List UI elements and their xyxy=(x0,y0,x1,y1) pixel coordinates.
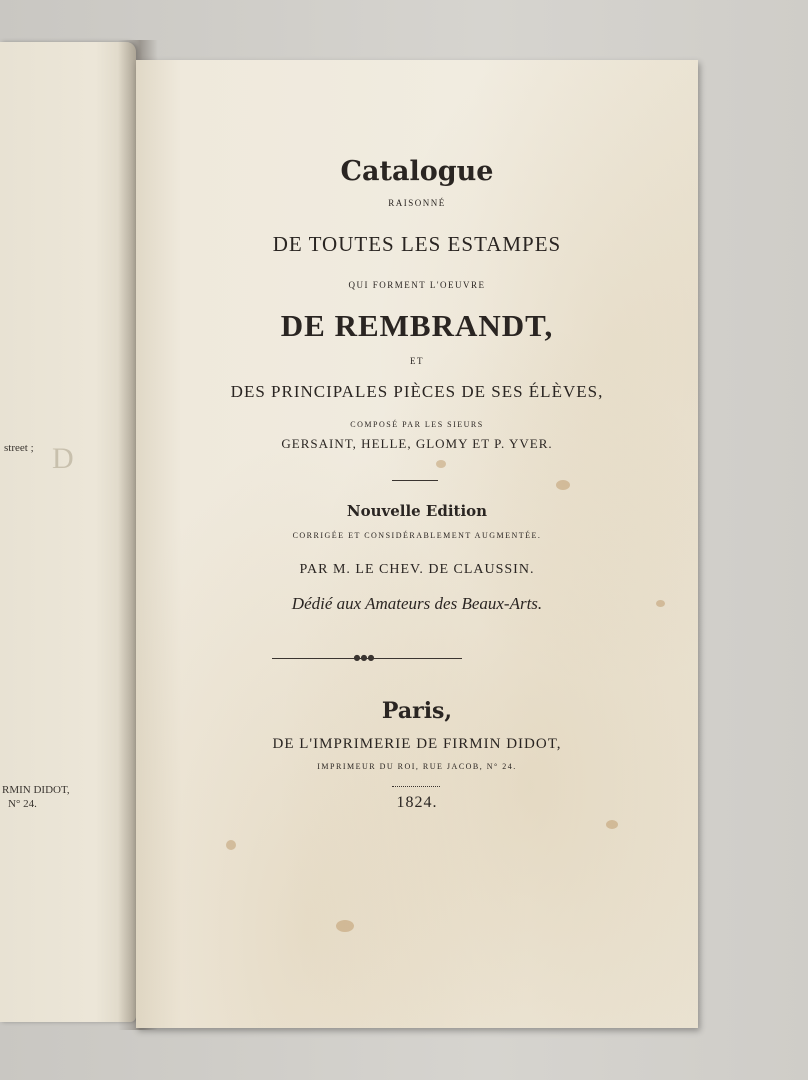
left-page-fragment-number: N° 24. xyxy=(8,798,37,810)
title-printer-address: IMPRIMEUR DU ROI, RUE JACOB, N° 24. xyxy=(317,762,517,771)
title-printer: DE L'IMPRIMERIE DE FIRMIN DIDOT, xyxy=(272,736,562,752)
bleed-through-text: D xyxy=(52,442,74,475)
left-page-fragment-street: street ; xyxy=(4,442,34,454)
title-page xyxy=(136,60,698,1028)
title-et: ET xyxy=(410,356,424,366)
title-corrigee: CORRIGÉE ET CONSIDÉRABLEMENT AUGMENTÉE. xyxy=(292,531,542,540)
left-page-fragment-didot: RMIN DIDOT, xyxy=(2,784,70,796)
rule-ornament-icon: ●●● xyxy=(353,653,375,662)
foxing-spot xyxy=(436,460,446,468)
title-qui-forment: QUI FORMENT L'OEUVRE xyxy=(348,280,486,290)
title-raisonne: RAISONNÉ xyxy=(388,198,446,208)
title-toutes-estampes: DE TOUTES LES ESTAMPES xyxy=(272,232,562,256)
title-catalogue: Catalogue xyxy=(340,156,494,187)
foxing-spot xyxy=(606,820,618,829)
left-page xyxy=(0,42,136,1022)
title-editor: PAR M. LE CHEV. DE CLAUSSIN. xyxy=(299,562,535,577)
foxing-spot xyxy=(226,840,236,850)
title-compose: COMPOSÉ PAR LES SIEURS xyxy=(350,420,484,429)
title-edition: Nouvelle Edition xyxy=(346,502,488,520)
title-city: Paris, xyxy=(381,698,453,724)
title-year: 1824. xyxy=(396,794,438,811)
title-authors: GERSAINT, HELLE, GLOMY ET P. YVER. xyxy=(281,436,553,451)
title-rembrandt: DE REMBRANDT, xyxy=(280,308,554,343)
wavy-rule xyxy=(392,786,440,787)
title-dedication: Dédié aux Amateurs des Beaux-Arts. xyxy=(291,594,543,613)
foxing-spot xyxy=(336,920,354,932)
short-rule xyxy=(392,480,438,481)
title-principales: DES PRINCIPALES PIÈCES DE SES ÉLÈVES, xyxy=(230,382,604,401)
foxing-spot xyxy=(556,480,570,490)
